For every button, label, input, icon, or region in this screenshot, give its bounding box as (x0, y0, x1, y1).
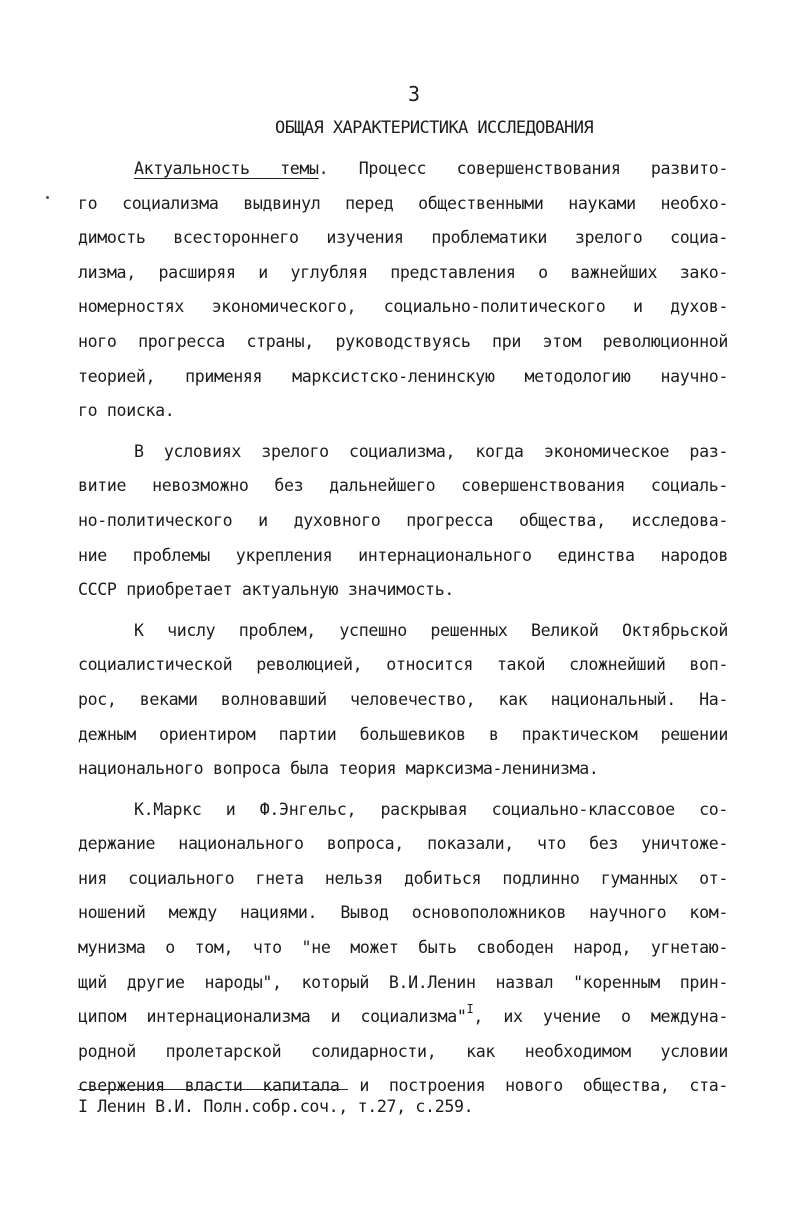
paragraph-1-line-1 (78, 152, 728, 187)
paragraph-4-line: держание национального вопроса, показали, что без уничтоже- (78, 834, 728, 854)
page-number: 3 (407, 82, 421, 106)
paragraph-4-line: щий другие народы", который В.И.Ленин назвал "коренным прин- (78, 972, 728, 992)
footnote-separator (78, 1089, 348, 1090)
paragraph-2-line: витие невозможно без дальнейшего совершенствования социаль- (78, 476, 728, 496)
paragraph-4-line: свержения власти капитала и построения нового общества, ста- (78, 1076, 728, 1096)
scan-speck (46, 196, 49, 199)
paragraph-3-first-line: К числу проблем, успешно решенных Великой Октябрьской (134, 620, 728, 640)
paragraph-3-line: социалистической революцией, относится такой сложнейший воп- (78, 655, 728, 675)
topic-relevance-label: Актуальность темы (134, 159, 319, 178)
paragraph-4-footnote-line (78, 1000, 728, 1035)
paragraph-3-last-line: национального вопроса была теория марксизма-ленинизма. (78, 759, 599, 779)
paragraph-1-last-line: го поиска. (78, 401, 175, 421)
footnote: I Ленин В.И. Полн.собр.соч., т.27, с.259. (78, 1097, 474, 1116)
paragraph-4-footnote-line-end: , их учение о междуна- (473, 1007, 728, 1027)
body-text (78, 152, 728, 1104)
paragraph-4-line: мунизма о том, что "не может быть свободен народ, угнетаю- (78, 938, 728, 958)
paragraph-4-line: родной пролетарской солидарности, как необходимом условии (78, 1041, 728, 1061)
paragraph-1-line: димость всестороннего изучения проблематики зрелого социа- (78, 228, 728, 248)
paragraph-3-line: дежным ориентиром партии большевиков в практическом решении (78, 724, 728, 744)
paragraph-2-line: но-политического и духовного прогресса общества, исследова- (78, 510, 728, 530)
paragraph-2-first-line: В условиях зрелого социализма, когда экономическое раз- (134, 441, 728, 461)
paragraph-4-line: ношений между нациями. Вывод основоположников научного ком- (78, 903, 728, 923)
paragraph-1-line: теорией, применяя марксистско-ленинскую методологию научно- (78, 366, 728, 386)
paragraph-1-line-1-text: . Процесс совершенствования развито- (318, 159, 728, 178)
footnote-reference-mark: I (466, 1002, 474, 1017)
paragraph-2-last-line: СССР приобретает актуальную значимость. (78, 580, 454, 600)
section-heading: ОБЩАЯ ХАРАКТЕРИСТИКА ИССЛЕДОВАНИЯ (275, 118, 593, 138)
paragraph-1-line: ного прогресса страны, руководствуясь при этом революционной (78, 331, 728, 351)
paragraph-1-line: лизма, расширяя и углубляя представления о важнейших зако- (78, 262, 728, 282)
paragraph-4-footnote-line-start: ципом интернационализма и социализма" (78, 1007, 467, 1027)
paragraph-3-line: рос, веками волновавший человечество, как национальный. На- (78, 689, 728, 709)
paragraph-4-line: ния социального гнета нельзя добиться подлинно гуманных от- (78, 868, 728, 888)
paragraph-4-first-line: К.Маркс и Ф.Энгельс, раскрывая социально-классовое со- (134, 799, 728, 819)
paragraph-1-line: номерностях экономического, социально-политического и духов- (78, 297, 728, 317)
paragraph-1-line: го социализма выдвинул перед общественными науками необхо- (78, 193, 728, 213)
paragraph-2-line: ние проблемы укрепления интернационального единства народов (78, 545, 728, 565)
